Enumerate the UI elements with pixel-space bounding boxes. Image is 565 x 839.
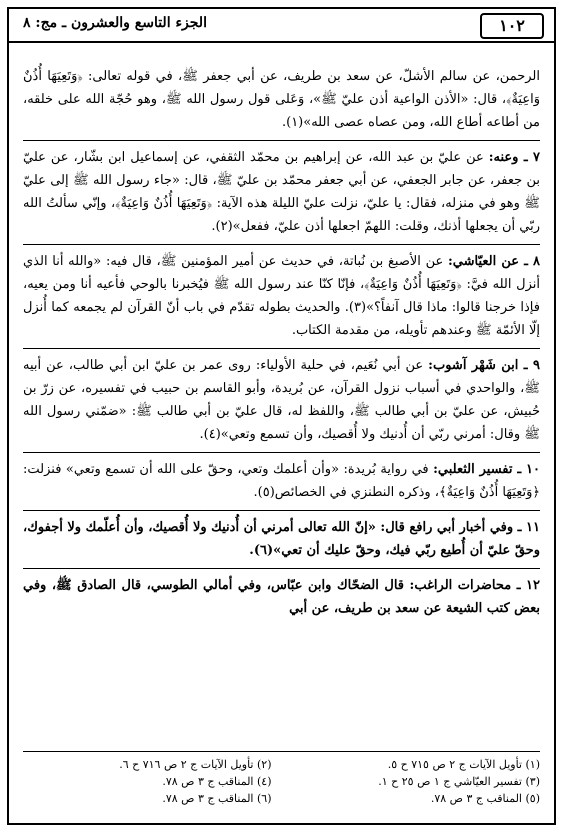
paragraph [23, 569, 540, 626]
paragraph-lead: ١٢ ـ محاضرات الراغب: [409, 578, 541, 593]
paragraph [23, 453, 540, 511]
paragraph-text: عن أبي نُعَيم، في حلية الأولياء: روى عمر بن عليّ ابن أبي طالب، عن أبيه ﷺ، والواحدي في أسباب نزول القرآن، عن بُريدة، وأبو القاسم بن حبيب في تفسيره، عن زرّ بن حُبيش، عن عليّ بن أبي طالب ﷺ، واللفظ له، قال عليّ بن أبي طالب ﷺ: «ضمّني رسول الله ﷺ وقال: أمرني ربّي أن أُدنيك ولا أُقصيك، وأن تسمع وتعي»(٤). [23, 358, 540, 442]
paragraph [23, 245, 540, 349]
paragraph-lead: ١١ ـ وفي أخبار أبي رافع قال: [380, 520, 540, 535]
footnote: (١) تأويل الآيات ج ٢ ص ٧١٥ ح ٥. [387, 758, 540, 771]
paragraph-text: الرحمن، عن سالم الأشلّ، عن سعد بن طريف، عن أبي جعفر ﷺ، في قوله تعالى: ﴿وَتَعِيَهَا أُذُنٌ وَاعِيَةٌ﴾، قال: «الأذن الواعية أذن عليّ ﷺ»، وَعَلى قول رسول الله ﷺ، وهو حُجّة الله على خلقه، من أطاعه أطاع الله، ومن عصاه عصى الله»(١). [23, 69, 540, 130]
footnote: (٢) تأويل الآيات ج ٢ ص ٧١٦ ح ٦. [119, 758, 272, 771]
paragraph-text: «إنّ الله تعالى أمرني أن أُدنيك ولا أُقصيك، وأن أُعلّمك ولا أجفوك، وحقّ عليّ أن أُطيع ربّي فيك، وحقّ عليك أن تعي»(٦). [23, 520, 540, 558]
paragraph-text: في رواية بُريدة: «وأن أعلمك وتعي، وحقّ على الله أن تسمع وتعي» فنزلت: ﴿وَتَعِيَهَا أُذُنٌ وَاعِيَةٌ﴾، وذكره النطنزي في الخصائص(٥). [23, 462, 540, 500]
footnote: (٣) تفسير العيّاشي ج ١ ص ٢٥ ح ١. [378, 775, 540, 788]
footnote: (٦) المناقب ج ٣ ص ٧٨. [162, 792, 272, 805]
page-frame [7, 7, 556, 825]
running-title: الجزء التاسع والعشرون ـ مج: ٨ [23, 15, 207, 31]
paragraph-lead: ٩ ـ ابن شَهْر آشوب: [428, 358, 540, 373]
page-header [9, 9, 554, 43]
footnotes [23, 751, 540, 807]
footnote: (٥) المناقب ج ٣ ص ٧٨. [430, 792, 540, 805]
paragraph-text: عن الأصبغ بن نُباتة، في حديث عن أمير المؤمنين ﷺ، قال فيه: «والله أنا الذي أنزل الله فيَّ: ﴿وَتَعِيَهَا أُذُنٌ وَاعِيَةٌ﴾، فإنّا كنّا عند رسول الله ﷺ فيُخبرنا بالوحي فأعيه أنا ومن يعيه، فإذا خرجنا قالوا: ماذا قال آنفاً؟»(٣). والحديث بطوله تقدّم في باب أنّ القرآن لم يجمعه كما أُنزل إلّا الأئمّة ﷺ وعندهم تأويله، من مقدمة الكتاب. [23, 254, 540, 338]
paragraph-lead: ٧ ـ وعنه: [488, 150, 540, 165]
paragraph-lead: ٨ ـ عن العيّاشي: [447, 254, 540, 269]
paragraph [23, 511, 540, 569]
body-text [23, 51, 540, 626]
footnote: (٤) المناقب ج ٣ ص ٧٨. [162, 775, 272, 788]
paragraph [23, 51, 540, 141]
paragraph [23, 141, 540, 245]
paragraph [23, 349, 540, 453]
paragraph-lead: ١٠ ـ تفسير الثعلبي: [433, 462, 540, 477]
paragraph-text: قال الضحّاك وابن عبّاس، وفي أمالي الطوسي، قال الصادق ﷺ، وفي بعض كتب الشيعة عن سعد بن طريف، عن أبي [23, 578, 540, 616]
page-number: ١٠٢ [480, 13, 544, 39]
paragraph-text: عن عليّ بن عبد الله، عن إبراهيم بن محمّد الثقفي، عن إسماعيل ابن بشّار، عن عليّ بن جعفر، عن جابر الجعفي، عن أبي جعفر محمّد بن عليّ ﷺ، قال: «جاء رسول الله ﷺ إلى عليّ ﷺ وهو في منزله، فقال: يا عليّ، نزلت عليّ الليلة هذه الآية: ﴿وَتَعِيَهَا أُذُنٌ وَاعِيَةٌ﴾، وإنّي سألتُ الله ربّي أن يجعلها أذنك، وقلت: اللهمّ اجعلها أذن عليّ، ففعل»(٢). [23, 150, 540, 234]
